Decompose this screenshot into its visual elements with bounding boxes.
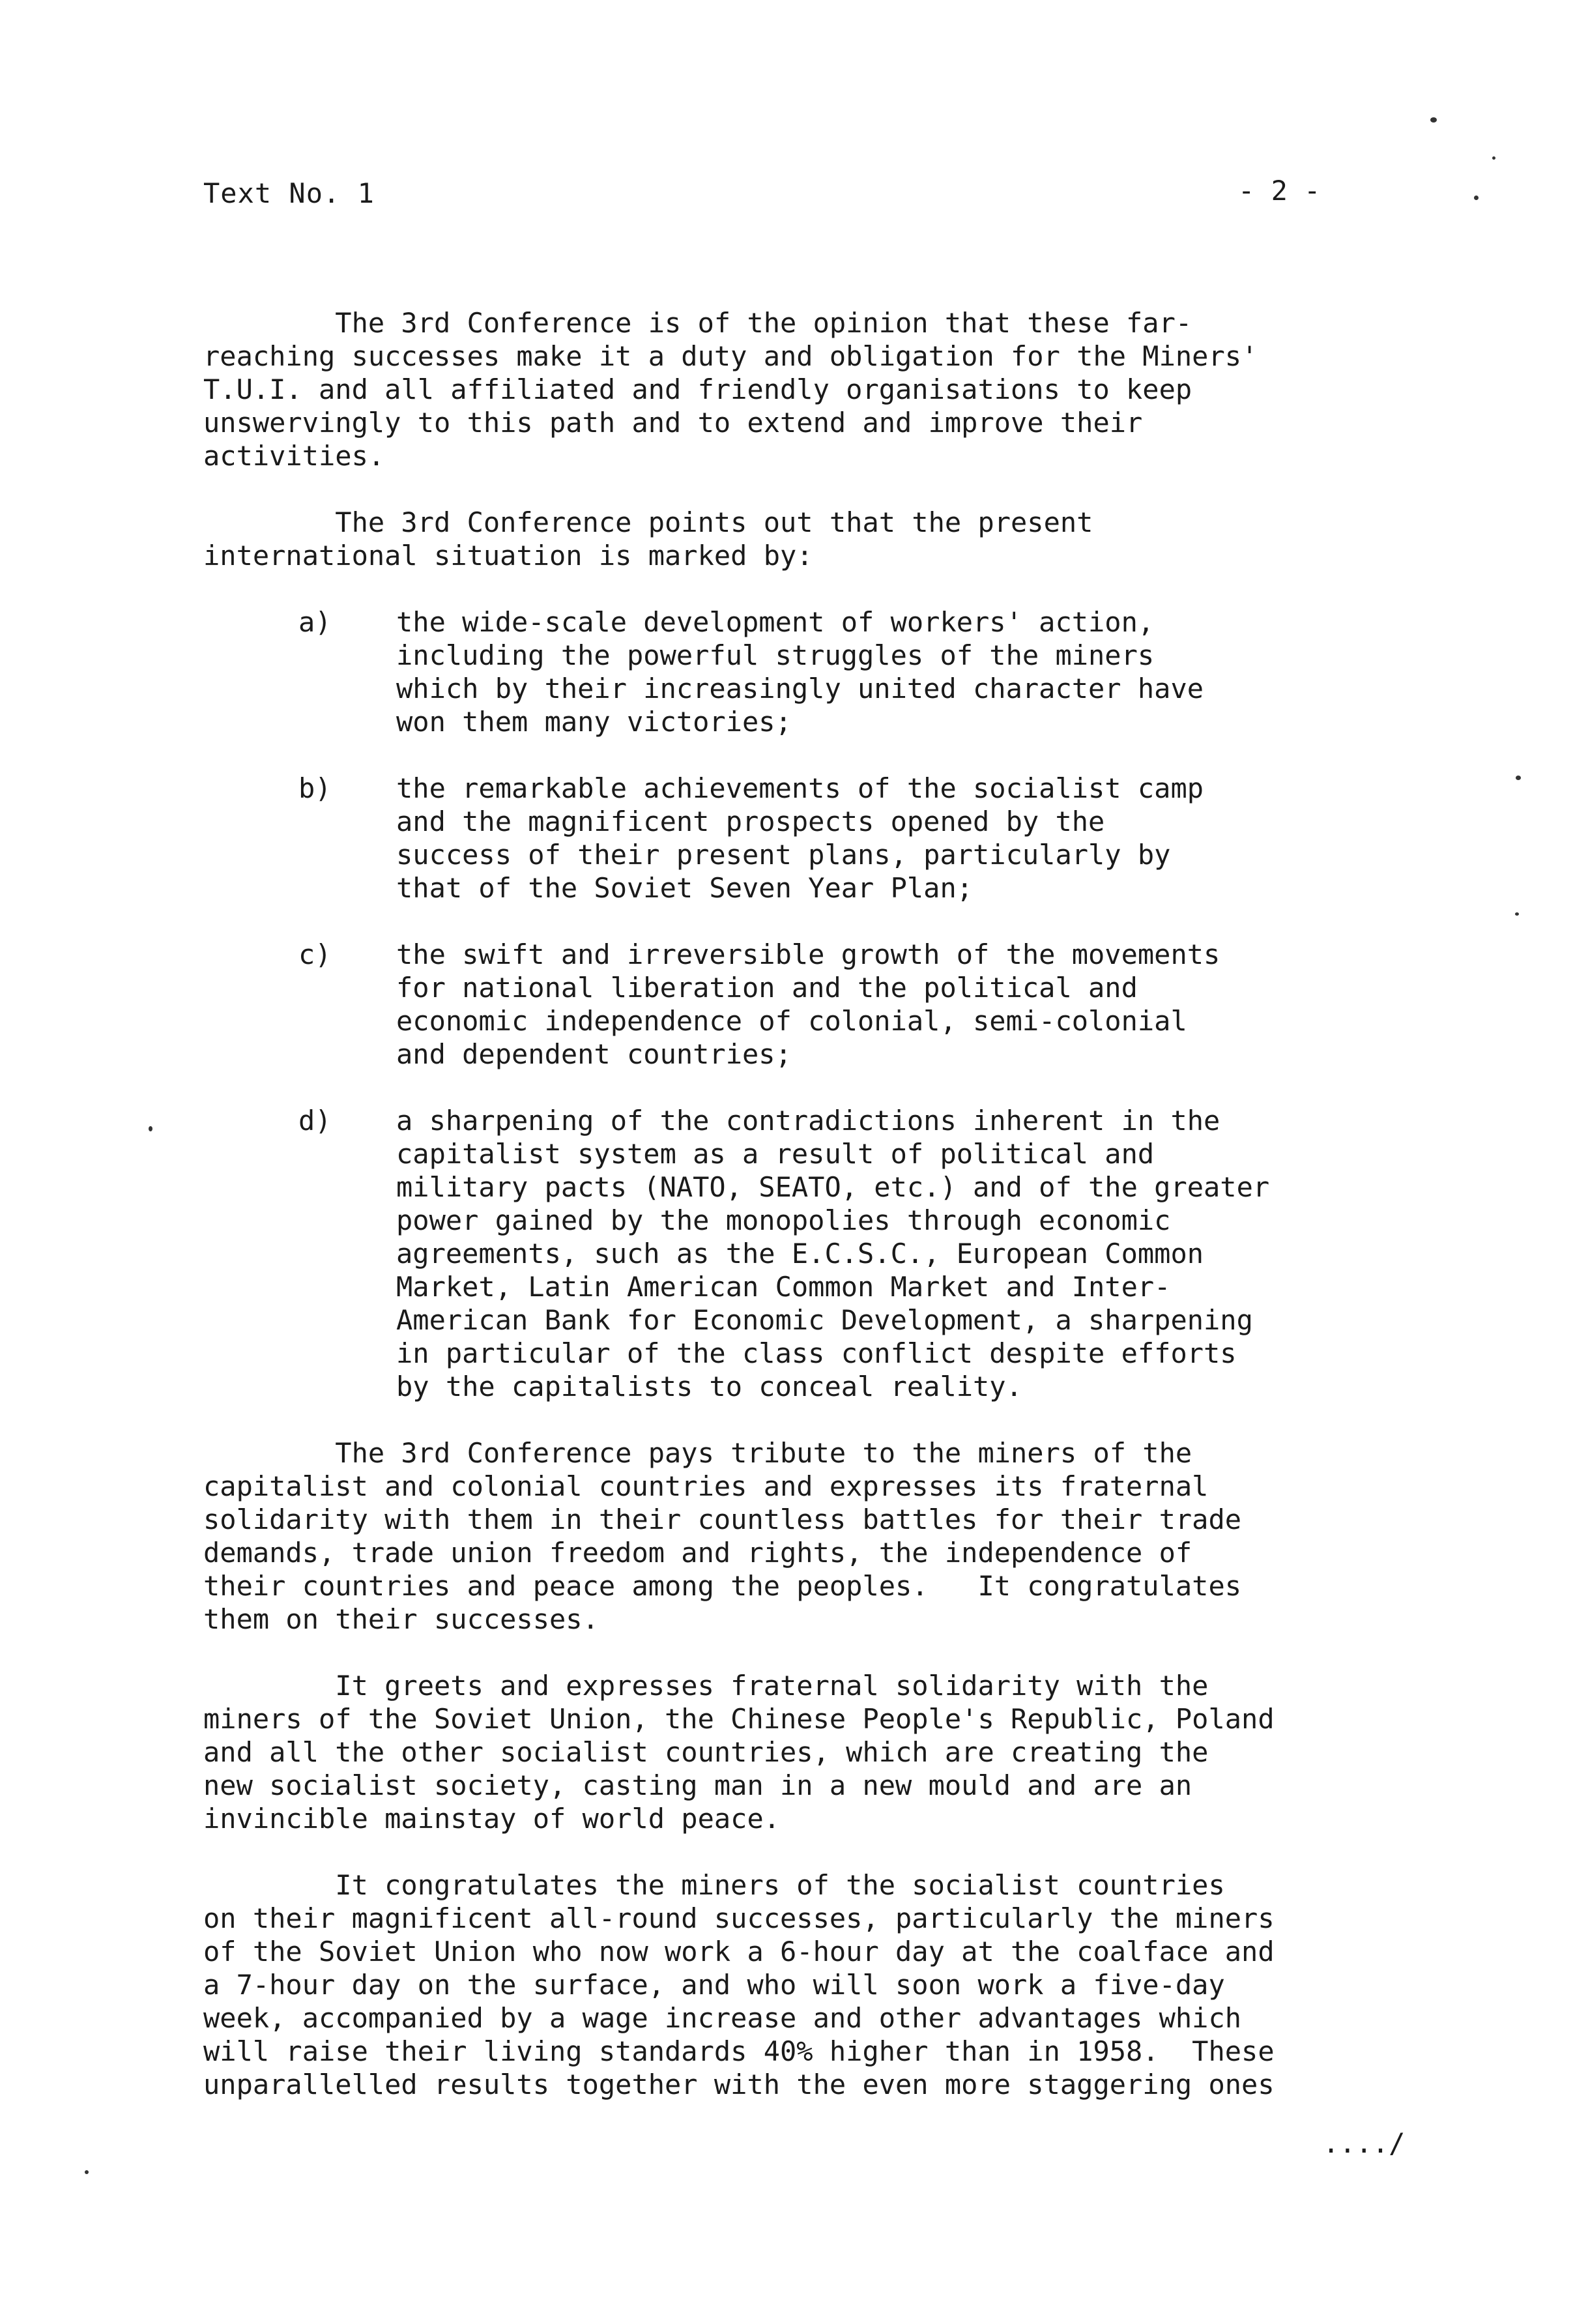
text-line: American Bank for Economic Development, a sharpening [396,1304,1253,1336]
text-line: for national liberation and the political and [396,972,1138,1004]
list-marker: a) [298,606,332,638]
text-line: activities. [203,440,385,472]
list-marker: b) [298,772,332,804]
text-line: unparallelled results together with the even more staggering ones [203,2069,1275,2100]
list-item [203,1104,1467,1403]
body-text [203,306,1467,2134]
text-line: power gained by the monopolies through economic [396,1204,1171,1236]
text-line: week, accompanied by a wage increase and other advantages which [203,2002,1242,2034]
text-line: on their magnificent all-round successes, particularly the miners [203,1902,1275,1934]
text-line: demands, trade union freedom and rights, the independence of [203,1537,1192,1569]
text-line: T.U.I. and all affiliated and friendly organisations to keep [203,373,1192,405]
text-line: and the magnificent prospects opened by the [396,806,1105,837]
list-item [203,772,1467,905]
situation-list [203,605,1467,1403]
paragraph [203,1436,1467,1636]
paragraph [203,1669,1467,1835]
paragraph [203,1868,1467,2101]
page-number: - 2 - [1238,175,1321,207]
text-line: reaching successes make it a duty and obligation for the Miners' [203,340,1258,372]
scan-speck [1515,912,1519,916]
paragraph [203,506,1467,572]
scan-speck [1492,156,1495,160]
text-line: miners of the Soviet Union, the Chinese People's Republic, Poland [203,1703,1275,1735]
list-marker: c) [298,938,332,970]
text-line: solidarity with them in their countless battles for their trade [203,1503,1242,1535]
text-line: success of their present plans, particularly by [396,839,1171,871]
text-line: military pacts (NATO, SEATO, etc.) and of the greater [396,1171,1270,1203]
scan-speck [1430,117,1437,123]
text-line: the remarkable achievements of the socialist camp [396,772,1204,804]
text-line: unswervingly to this path and to extend and improve their [203,407,1143,439]
text-line: their countries and peace among the peoples. It congratulates [203,1570,1242,1602]
continuation-mark: ..../ [1323,2127,1406,2159]
document-label: Text No. 1 [203,177,375,209]
paragraph [203,306,1467,472]
text-line: including the powerful struggles of the miners [396,639,1155,671]
text-line: Market, Latin American Common Market and Inter- [396,1271,1171,1303]
text-line: the swift and irreversible growth of the movements [396,938,1220,970]
list-marker: d) [298,1105,332,1137]
text-line: The 3rd Conference pays tribute to the miners of the [203,1437,1192,1469]
text-line: in particular of the class conflict despite efforts [396,1337,1237,1369]
text-line: which by their increasingly united character have [396,673,1204,704]
text-line: that of the Soviet Seven Year Plan; [396,872,974,904]
scan-speck [1474,196,1479,200]
text-line: new socialist society, casting man in a new mould and are an [203,1769,1192,1801]
text-line: them on their successes. [203,1603,599,1635]
text-line: a 7-hour day on the surface, and who will soon work a five-day [203,1969,1225,2001]
scan-speck [1516,776,1521,780]
text-line: The 3rd Conference points out that the present [203,506,1093,538]
text-line: and dependent countries; [396,1038,792,1070]
text-line: invincible mainstay of world peace. [203,1803,781,1835]
text-line: of the Soviet Union who now work a 6-hour day at the coalface and [203,1936,1275,1968]
text-line: capitalist system as a result of political and [396,1138,1155,1170]
text-line: will raise their living standards 40% higher than in 1958. These [203,2035,1275,2067]
text-line: It greets and expresses fraternal solidarity with the [203,1670,1209,1702]
scan-speck [149,1126,152,1131]
list-item [203,938,1467,1071]
text-line: capitalist and colonial countries and expresses its fraternal [203,1470,1209,1502]
list-item [203,605,1467,738]
text-line: agreements, such as the E.C.S.C., European Common [396,1238,1204,1270]
text-line: by the capitalists to conceal reality. [396,1371,1022,1402]
text-line: It congratulates the miners of the socialist countries [203,1869,1225,1901]
text-line: and all the other socialist countries, which are creating the [203,1736,1209,1768]
text-line: international situation is marked by: [203,540,813,572]
text-line: a sharpening of the contradictions inherent in the [396,1105,1220,1137]
text-line: won them many victories; [396,706,792,738]
text-line: the wide-scale development of workers' action, [396,606,1155,638]
text-line: The 3rd Conference is of the opinion that these far- [203,307,1192,339]
text-line: economic independence of colonial, semi-colonial [396,1005,1187,1037]
scan-speck [85,2170,89,2174]
